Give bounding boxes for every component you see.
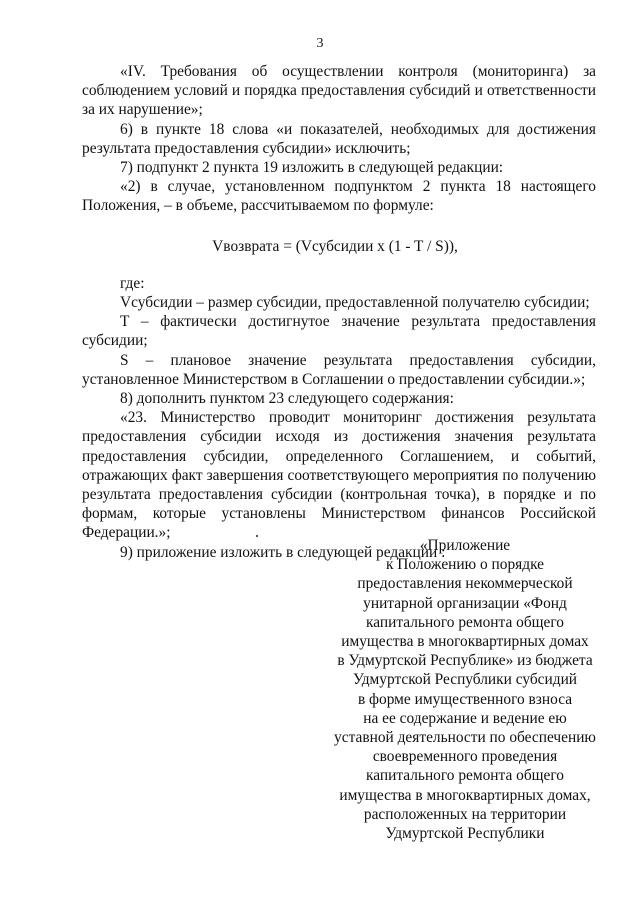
paragraph-item-23: «23. Министерство проводит мониторинг достижения результата предоставления субсидии исходя из достижения значения результата предоставления субсидии, определенного Соглашением, и событий, отражающих факт завершения соответствующего мероприятия по получению результата предоставления субсидии (контрольная точка), в порядке и по формам, которые установлены Министерством финансов Российской Федерации.»; — [82, 409, 596, 542]
appendix-line: капитального ремонта общего — [366, 767, 564, 785]
appendix-line: на ее содержание и ведение ею — [363, 709, 567, 727]
appendix-line: имущества в многоквартирных домах — [341, 633, 589, 651]
paragraph-item-8: 8) дополнить пунктом 23 следующего содержания: — [120, 390, 454, 408]
appendix-line: уставной деятельности по обеспечению — [334, 729, 596, 747]
appendix-heading — [312, 536, 618, 843]
page-number: 3 — [316, 36, 324, 51]
definition-s: S – плановое значение результата предоставления субсидии, установленное Министерством в Соглашении о предоставлении субсидии.»; — [82, 351, 596, 388]
stray-mark — [256, 535, 258, 537]
refund-formula: Vвозврата = (Vсубсидии x (1 - T / S)), — [212, 237, 458, 255]
appendix-line: Удмуртской Республики — [385, 825, 545, 843]
paragraph-item-6: 6) в пункте 18 слова «и показателей, необходимых для достижения результата предоставления субсидии» исключить; — [82, 120, 596, 157]
paragraph-item-9: 9) приложение изложить в следующей редакции : — [120, 543, 446, 561]
appendix-line: имущества в многоквартирных домах, — [339, 786, 591, 804]
definition-v-subsidy: Vсубсидии – размер субсидии, предоставленной получателю субсидии; — [120, 294, 590, 312]
definition-where: где: — [120, 274, 145, 292]
paragraph-item-7: 7) подпункт 2 пункта 19 изложить в следующей редакции: — [120, 159, 504, 177]
appendix-line: в форме имущественного взноса — [357, 690, 573, 708]
appendix-line: Удмуртской Республики субсидий — [352, 671, 578, 689]
appendix-line: предоставления некоммерческой — [357, 575, 573, 593]
appendix-line: унитарной организации «Фонд — [363, 594, 567, 612]
appendix-line: капитального ремонта общего — [366, 613, 564, 631]
document-body — [82, 62, 596, 562]
paragraph-subitem-2: «2) в случае, установленном подпунктом 2 пункта 18 настоящего Положения, – в объеме, рассчитываемом по формуле: — [82, 178, 596, 215]
paragraph-section-iv: «IV. Требования об осуществлении контроля (мониторинга) за соблюдением условий и порядка предоставления субсидий и ответственности за их нарушение»; — [82, 63, 596, 119]
definition-t: T – фактически достигнутое значение результата предоставления субсидии; — [82, 313, 596, 350]
appendix-line: «Приложение — [419, 537, 511, 554]
appendix-line: к Положению о порядке — [385, 556, 544, 574]
appendix-line: расположенных на территории — [363, 805, 567, 823]
appendix-line: в Удмуртской Республике» из бюджета — [337, 652, 593, 670]
appendix-line: своевременного проведения — [372, 748, 558, 766]
